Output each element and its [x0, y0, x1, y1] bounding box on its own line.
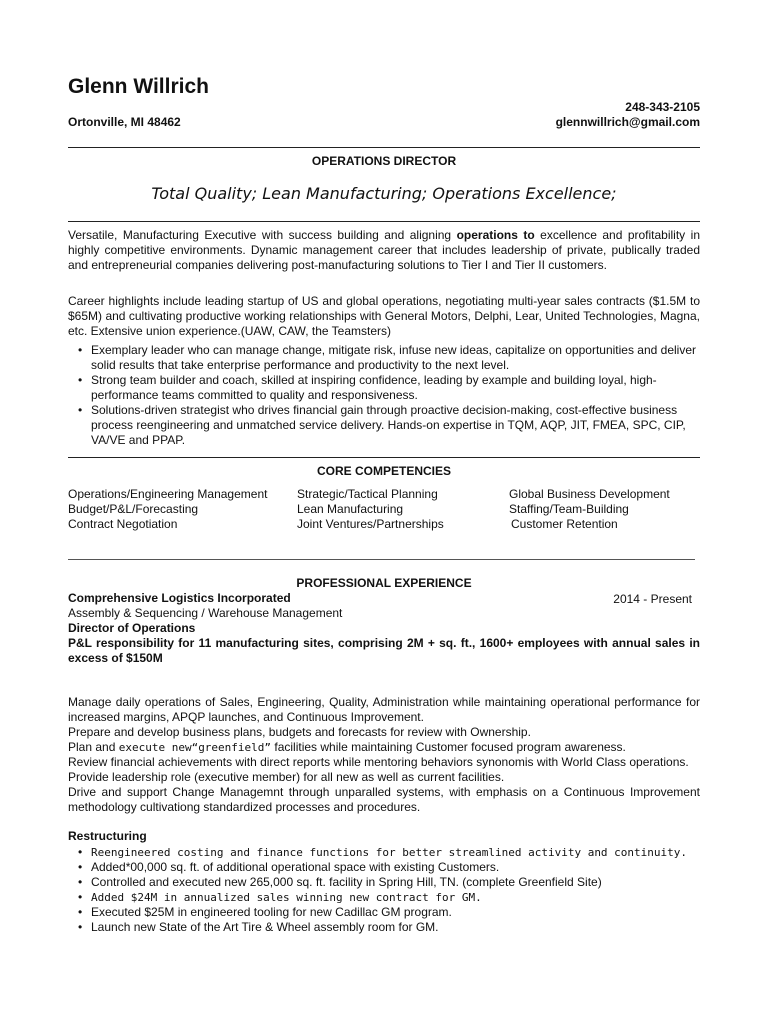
list-item: • Strong team builder and coach, skilled at inspiring confidence, leading by example and building loyal, high-performance teams committed to quality and responsiveness.	[78, 373, 700, 403]
summary-text-cont: excellence and profitability in highly competitive environments. Dynamic management career that includes leadership of private, publically traded and entrepreneurial companies delivering post-manufacturing solutions to Tier I and Tier II customers.	[68, 228, 700, 272]
restructuring-text: Reengineered costing and finance functions for better streamlined activity and continuity.	[91, 846, 688, 859]
division: Assembly & Sequencing / Warehouse Management	[68, 606, 343, 620]
duty-text: Plan and	[68, 740, 119, 754]
role-title: Director of Operations	[68, 621, 196, 635]
email-address: glennwillrich@gmail.com	[555, 115, 700, 129]
role-scope: P&L responsibility for 11 manufacturing sites, comprising 2M + sq. ft., 1600+ employees with annual sales in excess of $150M	[68, 636, 700, 665]
competencies-column-1	[68, 487, 267, 532]
list-item: • Controlled and executed new 265,000 sq. ft. facility in Spring Hill, TN. (complete Greenfield Site)	[78, 875, 700, 890]
competency-item: Global Business Development	[509, 487, 670, 501]
competencies-divider	[68, 457, 700, 458]
competency-item: Contract Negotiation	[68, 517, 178, 531]
tagline: Total Quality; Lean Manufacturing; Operations Excellence;	[151, 184, 617, 203]
job-title: OPERATIONS DIRECTOR	[311, 154, 457, 168]
restructuring-bullets	[78, 845, 700, 935]
competency-item: Staffing/Team-Building	[509, 502, 629, 516]
duty-line: Manage daily operations of Sales, Engineering, Quality, Administration while maintaining operational performance for increased margins, APQP launches, and Continuous Improvement.	[68, 695, 700, 724]
list-item: • Executed $25M in engineered tooling for new Cadillac GM program.	[78, 905, 700, 920]
list-item	[78, 890, 700, 905]
experience-heading: PROFESSIONAL EXPERIENCE	[296, 576, 472, 590]
summary-divider	[68, 221, 700, 222]
location: Ortonville, MI 48462	[68, 115, 181, 129]
duty-line: Drive and support Change Managemnt through unparalled systems, with emphasis on a Continuous Improvement methodology cultivationg standardized processes and procedures.	[68, 785, 700, 814]
list-item: • Added*00,000 sq. ft. of additional operational space with existing Customers.	[78, 860, 700, 875]
phone-number: 248-343-2105	[625, 100, 700, 114]
company-name: Comprehensive Logistics Incorporated	[68, 591, 291, 605]
list-item: • Launch new State of the Art Tire & Wheel assembly room for GM.	[78, 920, 700, 935]
competencies-heading: CORE COMPETENCIES	[316, 464, 451, 478]
duty-line	[68, 740, 700, 755]
duty-text-cont: facilities while maintaining Customer focused program awareness.	[271, 740, 626, 754]
competencies-column-2	[297, 487, 444, 532]
restructuring-text: Added $24M in annualized sales winning new contract for GM.	[91, 891, 482, 904]
summary-paragraph-1	[68, 228, 700, 273]
duty-line: Provide leadership role (executive member) for all new as well as current facilities.	[68, 770, 505, 784]
employment-dates: 2014 - Present	[613, 592, 692, 606]
duties	[68, 695, 700, 815]
competency-item: Strategic/Tactical Planning	[297, 487, 438, 501]
duty-text-mono: execute new“greenfield”	[118, 741, 272, 754]
competency-item: Joint Ventures/Partnerships	[297, 517, 444, 531]
summary-paragraph-2: Career highlights include leading startup of US and global operations, negotiating multi-year sales contracts ($1.5M to $65M) and cultivating productive working relationships with General Motors, Delphi, Lear, United Technologies, Magna, etc. Extensive union experience.(UAW, CAW, the Teamsters)	[68, 294, 700, 338]
list-item	[78, 845, 700, 860]
list-item: • Exemplary leader who can manage change, mitigate risk, infuse new ideas, capitalize on opportunities and deliver solid results that take enterprise performance and productivity to the next level.	[78, 343, 700, 373]
competency-item: Customer Retention	[511, 517, 618, 531]
header-divider	[68, 147, 700, 148]
experience-divider	[68, 559, 695, 560]
competencies-column-3	[509, 487, 670, 532]
candidate-name: Glenn Willrich	[68, 75, 209, 98]
restructuring-heading: Restructuring	[68, 829, 147, 843]
competency-item: Lean Manufacturing	[297, 502, 404, 516]
summary-emphasis: operations to	[456, 228, 535, 242]
duty-line: Prepare and develop business plans, budgets and forecasts for review with Ownership.	[68, 725, 531, 739]
summary-text: Versatile, Manufacturing Executive with success building and aligning	[68, 228, 457, 242]
competency-item: Operations/Engineering Management	[68, 487, 268, 501]
summary-bullets	[78, 343, 700, 448]
duty-line: Review financial achievements with direct reports while mentoring behaviors synonomis with World Class operations.	[68, 755, 689, 769]
list-item: • Solutions-driven strategist who drives financial gain through proactive decision-making, cost-effective business process reengineering and unmatched service delivery. Hands-on expertise in TQM, AQP, JIT, FMEA, SPC, CIP, VA/VE and PPAP.	[78, 403, 700, 448]
competency-item: Budget/P&L/Forecasting	[68, 502, 199, 516]
